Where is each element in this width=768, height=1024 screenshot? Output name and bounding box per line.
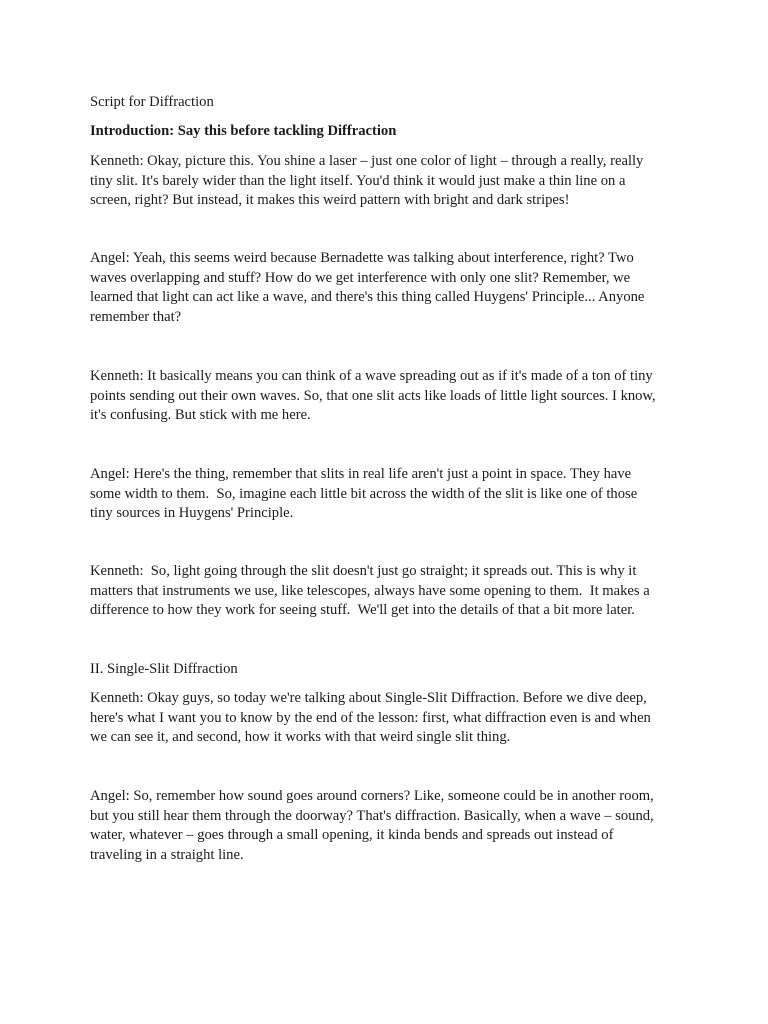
paragraph-line: it's confusing. But stick with me here. [90,407,311,423]
paragraph-line: tiny slit. It's barely wider than the light itself. You'd think it would just make a thin line on a [90,172,626,189]
paragraph-line: Kenneth: So, light going through the slit doesn't just go straight; it spreads out. This is why it [90,563,637,579]
section-heading: II. Single-Slit Diffraction [90,661,238,677]
paragraph-line: here's what I want you to know by the end of the lesson: first, what diffraction even is and when [90,709,651,726]
paragraph-line: Angel: Yeah, this seems weird because Bernadette was talking about interference, right? Two [90,250,634,266]
paragraph-line: learned that light can act like a wave, and there's this thing called Huygens' Principle... Anyone [90,289,645,305]
paragraph-line: but you still hear them through the doorway? That's diffraction. Basically, when a wave – sound, [90,807,654,824]
paragraph-line: difference to how they work for seeing stuff. We'll get into the details of that a bit more later. [90,602,635,618]
paragraph-line: screen, right? But instead, it makes this weird pattern with bright and dark stripes! [90,192,570,208]
paragraph-line: points sending out their own waves. So, that one slit acts like loads of little light sources. I know, [90,387,656,404]
paragraph-line: Kenneth: Okay, picture this. You shine a laser – just one color of light – through a really, really [90,153,644,169]
paragraph-line: traveling in a straight line. [90,846,244,863]
paragraph-line: remember that? [90,308,182,325]
paragraph-line: matters that instruments we use, like telescopes, always have some opening to them. It makes a [90,582,650,599]
paragraph-line: Angel: Here's the thing, remember that slits in real life aren't just a point in space. They have [90,466,632,482]
paragraph-line: we can see it, and second, how it works with that weird single slit thing. [90,729,511,745]
paragraph-line: Kenneth: Okay guys, so today we're talking about Single-Slit Diffraction. Before we dive deep, [90,690,647,706]
paragraph-line: some width to them. So, imagine each little bit across the width of the slit is like one of those [90,485,638,502]
paragraph-line: water, whatever – goes through a small opening, it kinda bends and spreads out instead of [90,827,614,843]
paragraph-line: Kenneth: It basically means you can think of a wave spreading out as if it's made of a ton of tiny [90,368,653,384]
intro-heading: Introduction: Say this before tackling Diffraction [90,123,397,139]
paragraph-line: waves overlapping and stuff? How do we get interference with only one slit? Remember, we [90,269,631,286]
paragraph-line: Angel: So, remember how sound goes around corners? Like, someone could be in another room, [90,788,654,804]
paragraph-line: tiny sources in Huygens' Principle. [90,505,294,521]
document-title: Script for Diffraction [90,94,214,110]
